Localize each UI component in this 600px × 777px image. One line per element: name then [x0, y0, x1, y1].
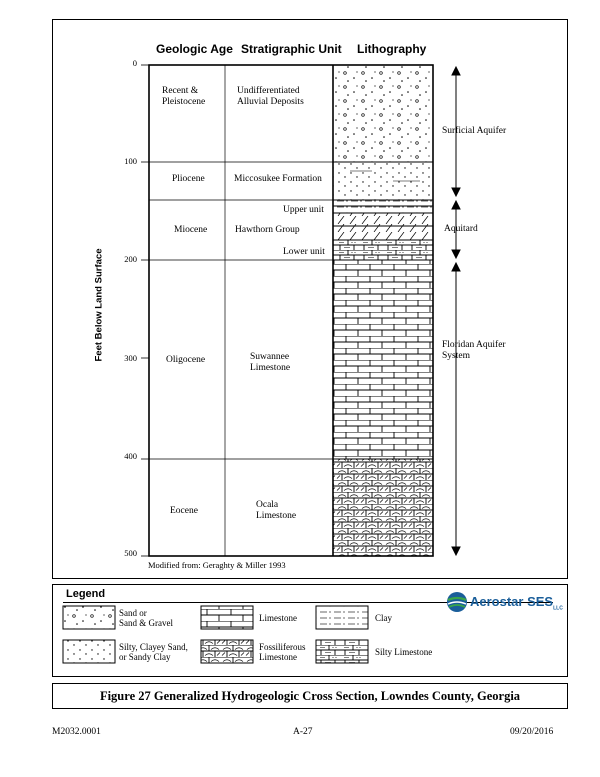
clay-layer: [333, 200, 433, 213]
legend: [52, 584, 568, 677]
source-note: Modified from: Geraghty & Miller 1993: [148, 560, 286, 570]
header-stratigraphic-unit: Stratigraphic Unit: [241, 42, 342, 56]
tick-label: 100: [124, 156, 137, 166]
figure-caption: Figure 27 Generalized Hydrogeologic Cross Section, Lowndes County, Georgia: [52, 683, 568, 709]
unit-alluvial-deposits: Undifferentiated Alluvial Deposits: [237, 86, 304, 107]
age-pliocene: Pliocene: [172, 174, 205, 184]
unit-ocala: Ocala Limestone: [256, 500, 297, 521]
suwannee-limestone-layer: [333, 260, 433, 459]
legend-label-sand: Sand or Sand & Gravel: [119, 608, 173, 628]
logo-text: [470, 594, 563, 612]
aquifer-surficial: Surficial Aquifer: [442, 126, 507, 136]
footer-doc-number: M2032.0001: [52, 727, 101, 737]
tick-label: 300: [124, 353, 137, 363]
footer-date: 09/20/2016: [510, 727, 554, 737]
header-geologic-age: Geologic Age: [156, 42, 233, 56]
tick-label: 500: [124, 548, 137, 558]
tick-label: 200: [124, 254, 137, 264]
lower-unit-layer: [333, 240, 433, 260]
ocala-fossiliferous-layer: [333, 459, 433, 556]
legend-label-silty-limestone: Silty Limestone: [375, 647, 433, 657]
swatch-silty-sand: [63, 640, 115, 663]
header-lithography: Lithography: [357, 42, 427, 56]
tick-label: 0: [132, 58, 137, 68]
unit-miccosukee: Miccosukee Formation: [234, 174, 322, 184]
aquifer-arrows: [452, 67, 460, 555]
unit-hawthorn: Hawthorn Group: [235, 225, 300, 235]
swatch-clay: [316, 606, 368, 629]
sand-gravel-layer: [333, 65, 433, 162]
logo-suffix: LLC: [553, 605, 563, 612]
swatch-sand: [63, 606, 115, 629]
aerostar-logo: [446, 591, 564, 613]
unit-hawthorn-lower: Lower unit: [283, 247, 325, 257]
swatch-silty-limestone: [316, 640, 368, 663]
swatch-fossiliferous: [201, 640, 253, 663]
logo-name: Aerostar SES: [470, 594, 554, 609]
unit-hawthorn-upper: Upper unit: [283, 205, 324, 215]
aquifer-floridan: Floridan Aquifer System: [442, 340, 506, 361]
legend-label-limestone: Limestone: [259, 613, 297, 623]
upper-unit-layer: [333, 213, 433, 240]
age-eocene: Eocene: [170, 506, 198, 516]
y-axis-label: Feet Below Land Surface: [93, 248, 105, 362]
age-oligocene: Oligocene: [166, 355, 206, 365]
legend-title: Legend: [66, 588, 106, 600]
unit-suwannee: Suwannee Limestone: [250, 352, 291, 373]
age-miocene: Miocene: [174, 225, 208, 235]
tick-label: 400: [124, 451, 137, 461]
legend-label-silty-sand: Silty, Clayey Sand, or Sandy Clay: [119, 642, 188, 662]
age-recent-pleistocene: Recent & Pleistocene: [162, 86, 206, 107]
globe-icon: [446, 591, 468, 613]
legend-label-clay: Clay: [375, 613, 392, 623]
aquifer-aquitard: Aquitard: [444, 224, 478, 234]
legend-label-fossiliferous: Fossiliferous Limestone: [259, 642, 306, 662]
swatch-limestone: [201, 606, 253, 629]
footer-page-number: A-27: [293, 727, 313, 737]
